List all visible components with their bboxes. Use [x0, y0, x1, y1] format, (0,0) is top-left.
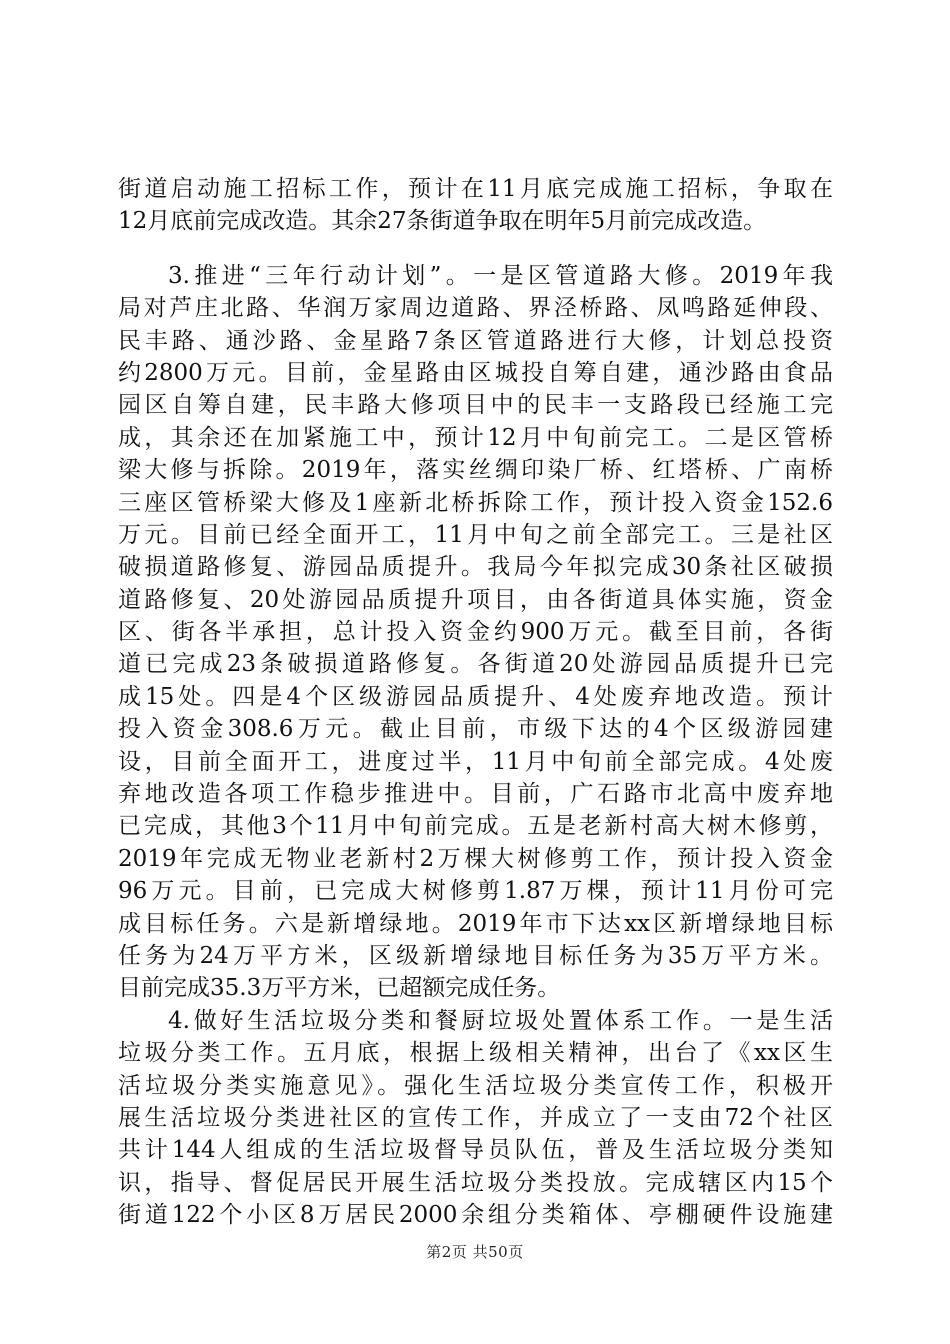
- text-line: 梁大修与拆除。2019年，落实丝绸印染厂桥、红塔桥、广南桥: [118, 457, 833, 484]
- text-line: 民丰路、通沙路、金星路7条区管道路进行大修，计划总投资: [118, 327, 833, 354]
- text-line: 共计144人组成的生活垃圾督导员队伍，普及生活垃圾分类知: [118, 1137, 833, 1164]
- paragraph-continuation: [118, 173, 833, 238]
- text-line: 已完成，其他3个11月中旬前完成。五是老新村高大树木修剪，: [118, 813, 833, 840]
- text-line: 道已完成23条破损道路修复。各街道20处游园品质提升已完: [118, 651, 833, 678]
- text-line: 成目标任务。六是新增绿地。2019年市下达xx区新增绿地目标: [118, 910, 833, 937]
- text-line: 三座区管桥梁大修及1座新北桥拆除工作，预计投入资金152.6: [118, 489, 833, 516]
- text-line: 万元。目前已经全面开工，11月中旬之前全部完工。三是社区: [118, 521, 833, 548]
- text-line: 2019年完成无物业老新村2万棵大树修剪工作，预计投入资金: [118, 845, 833, 872]
- paragraph-section-3: [118, 260, 833, 1005]
- text-line: 垃圾分类工作。五月底，根据上级相关精神，出台了《xx区生: [118, 1040, 833, 1067]
- text-line: 约2800万元。目前，金星路由区城投自筹自建，通沙路由食品: [118, 359, 833, 386]
- text-line: 96万元。目前，已完成大树修剪1.87万棵，预计11月份可完: [118, 878, 833, 905]
- text-line: 设，目前全面开工，进度过半，11月中旬前全部完成。4处废: [118, 748, 833, 775]
- text-line: 街道122个小区8万居民2000余组分类箱体、亭棚硬件设施建: [118, 1202, 833, 1229]
- text-line: 投入资金308.6万元。截止目前，市级下达的4个区级游园建: [118, 716, 833, 743]
- text-line: 展生活垃圾分类进社区的宣传工作，并成立了一支由72个社区: [118, 1104, 833, 1131]
- text-line: 活垃圾分类实施意见》。强化生活垃圾分类宣传工作，积极开: [118, 1072, 833, 1099]
- paragraph-gap: [118, 238, 833, 260]
- text-line: 任务为24万平方米，区级新增绿地目标任务为35万平方米。: [118, 942, 833, 969]
- text-line: 破损道路修复、游园品质提升。我局今年拟完成30条社区破损: [118, 554, 833, 581]
- text-line: 园区自筹自建，民丰路大修项目中的民丰一支路段已经施工完: [118, 392, 833, 419]
- paragraph-section-4: [118, 1005, 833, 1232]
- page-footer: 第2页 共50页: [426, 1243, 524, 1261]
- text-line: 成15处。四是4个区级游园品质提升、4处废弃地改造。预计: [118, 683, 833, 710]
- text-line: 弃地改造各项工作稳步推进中。目前，广石路市北高中废弃地: [118, 781, 833, 808]
- text-line: 成，其余还在加紧施工中，预计12月中旬前完工。二是区管桥: [118, 424, 833, 451]
- text-line: 12月底前完成改造。其余27条街道争取在明年5月前完成改造。: [118, 208, 767, 235]
- text-line: 区、街各半承担，总计投入资金约900万元。截至目前，各街: [118, 619, 833, 646]
- text-line: 识，指导、督促居民开展生活垃圾分类投放。完成辖区内15个: [118, 1169, 833, 1196]
- text-line: 道路修复、20处游园品质提升项目，由各街道具体实施，资金: [118, 586, 833, 613]
- document-body: [118, 173, 833, 1232]
- text-line: 街道启动施工招标工作，预计在11月底完成施工招标，争取在: [118, 176, 833, 202]
- text-line: 局对芦庄北路、华润万家周边道路、界泾桥路、凤鸣路延伸段、: [118, 295, 833, 322]
- text-line: 3.推进“三年行动计划”。一是区管道路大修。2019年我: [168, 262, 833, 289]
- text-line: 4.做好生活垃圾分类和餐厨垃圾处置体系工作。一是生活: [168, 1007, 833, 1034]
- text-line: 目前完成35.3万平方米，已超额完成任务。: [118, 975, 561, 1002]
